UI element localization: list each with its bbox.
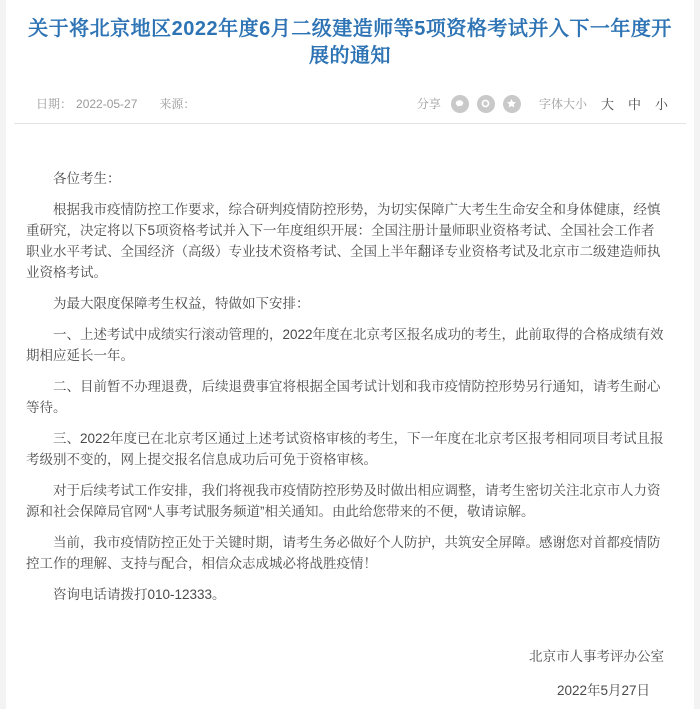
meta-info xyxy=(36,95,199,112)
paragraph-salutation: 各位考生： xyxy=(53,171,121,186)
notice-page xyxy=(6,0,694,709)
fontsize-medium-button[interactable]: 中 xyxy=(627,97,641,112)
date-value: 2022-05-27 xyxy=(76,96,138,111)
meta-tools xyxy=(417,94,668,113)
paragraph-item-3: 三、2022年度已在北京考区通过上述考试资格审核的考生，下一年度在北京考区报考相同项目考试且报考级别不变的，网上提交报名信息成功后可免于资格审核。 xyxy=(26,431,664,467)
fontsize-label: 字体大小 xyxy=(538,97,587,111)
page-title: 关于将北京地区2022年度6月二级建造师等5项资格考试并入下一年度开展的通知 xyxy=(28,18,672,67)
weibo-share-icon[interactable] xyxy=(477,95,495,113)
meta-bar xyxy=(36,94,668,113)
source-label: 来源： xyxy=(159,97,196,111)
paragraph-followup: 对于后续考试工作安排，我们将视我市疫情防控形势及时做出相应调整，请考生密切关注北京市人力资源和社会保障局官网“人事考试服务频道”相关通知。由此给您带来的不便，敬请谅解。 xyxy=(26,483,661,519)
qzone-share-icon[interactable] xyxy=(503,95,521,113)
paragraph-decision: 根据我市疫情防控工作要求，综合研判疫情防控形势，为切实保障广大考生生命安全和身体健康，经慎重研究，决定将以下5项资格考试并入下一年度组织开展：全国注册计量师职业资格考试、全国社会工作者职业水平考试、全国经济（高级）专业技术资格考试、全国上半年翻译专业资格考试及北京市二级建造师执业资格考试。 xyxy=(26,202,661,280)
signature-date: 2022年5月27日 xyxy=(556,683,650,698)
paragraph-epidemic-note: 当前，我市疫情防控正处于关键时期，请考生务必做好个人防护，共筑安全屏障。感谢您对首都疫情防控工作的理解、支持与配合，相信众志成城必将战胜疫情！ xyxy=(26,535,661,571)
signature-organization: 北京市人事考评办公室 xyxy=(529,649,664,664)
wechat-share-icon[interactable] xyxy=(451,95,469,113)
fontsize-large-button[interactable]: 大 xyxy=(600,97,614,112)
fontsize-small-button[interactable]: 小 xyxy=(654,97,668,112)
share-label: 分享 xyxy=(416,97,441,111)
paragraph-item-2: 二、目前暂不办理退费，后续退费事宜将根据全国考试计划和我市疫情防控形势另行通知，请考生耐心等待。 xyxy=(26,379,661,415)
article-body xyxy=(6,124,694,605)
paragraph-item-1: 一、上述考试中成绩实行滚动管理的，2022年度在北京考区报名成功的考生，此前取得的合格成绩有效期相应延长一年。 xyxy=(26,327,664,363)
paragraph-hotline: 咨询电话请拨打010-12333。 xyxy=(53,587,226,602)
date-label: 日期： xyxy=(36,97,73,111)
paragraph-arrangement-intro: 为最大限度保障考生权益，特做如下安排： xyxy=(53,296,310,311)
